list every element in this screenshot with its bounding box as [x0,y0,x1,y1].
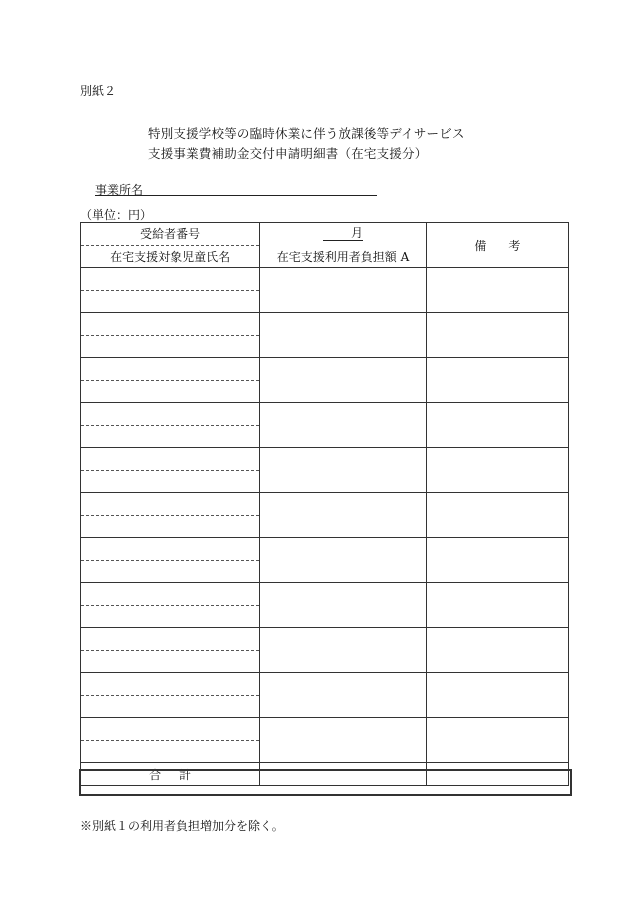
remarks-field[interactable] [426,538,568,583]
table-row [81,448,569,493]
remarks-field[interactable] [426,628,568,673]
recipient-number-field[interactable] [81,403,259,426]
table-row [81,358,569,403]
office-name-field[interactable] [95,195,377,196]
child-name-field[interactable] [81,561,259,583]
table-row [81,403,569,448]
recipient-cell [81,268,260,313]
amount-field[interactable] [260,673,426,718]
total-label-cell [81,763,260,786]
recipient-cell [81,538,260,583]
amount-field[interactable] [260,628,426,673]
recipient-number-field[interactable] [81,628,259,651]
amount-field[interactable] [260,268,426,313]
unit-label: （単位：円） [80,208,153,222]
attachment-label: 別紙２ [80,84,117,98]
footnote: ※別紙１の利用者負担増加分を除く。 [80,819,284,833]
header-user-burden: 在宅支援利用者負担額 A [276,249,410,264]
document-title-line1: 特別支援学校等の臨時休業に伴う放課後等デイサービス [148,126,465,141]
header-amount-cell [260,223,426,268]
child-name-field[interactable] [81,696,259,718]
header-remarks-cell [426,223,568,268]
remarks-field[interactable] [426,493,568,538]
recipient-cell [81,493,260,538]
recipient-number-field[interactable] [81,448,259,471]
table-row [81,673,569,718]
table-row [81,493,569,538]
recipient-cell [81,313,260,358]
table-row [81,268,569,313]
total-amount-cell[interactable] [260,763,426,786]
child-name-field[interactable] [81,741,259,763]
recipient-number-field[interactable] [81,358,259,381]
detail-table [80,222,569,786]
amount-field[interactable] [260,583,426,628]
remarks-field[interactable] [426,268,568,313]
recipient-number-field[interactable] [81,718,259,741]
recipient-cell [81,673,260,718]
table-row [81,313,569,358]
table-row [81,538,569,583]
child-name-field[interactable] [81,651,259,673]
header-month: 月 [323,227,363,241]
header-child-name: 在宅支援対象児童氏名 [110,249,231,264]
remarks-field[interactable] [426,448,568,493]
header-recipient-cell [81,223,260,268]
table-row [81,583,569,628]
amount-field[interactable] [260,403,426,448]
amount-field[interactable] [260,448,426,493]
remarks-field[interactable] [426,313,568,358]
header-recipient-number: 受給者番号 [81,223,259,246]
recipient-number-field[interactable] [81,268,259,291]
amount-field[interactable] [260,493,426,538]
recipient-number-field[interactable] [81,493,259,516]
total-row [81,763,569,786]
remarks-field[interactable] [426,718,568,763]
total-remarks-cell[interactable] [426,763,568,786]
child-name-field[interactable] [81,291,259,313]
remarks-field[interactable] [426,583,568,628]
recipient-cell [81,448,260,493]
office-name-label: 事業所名 [95,183,144,197]
child-name-field[interactable] [81,336,259,358]
table-header-row [81,223,569,268]
recipient-cell [81,583,260,628]
remarks-field[interactable] [426,673,568,718]
child-name-field[interactable] [81,381,259,403]
recipient-number-field[interactable] [81,313,259,336]
recipient-number-field[interactable] [81,583,259,606]
total-label: 合計 [149,767,210,782]
amount-field[interactable] [260,718,426,763]
remarks-field[interactable] [426,358,568,403]
recipient-number-field[interactable] [81,673,259,696]
child-name-field[interactable] [81,606,259,628]
recipient-cell [81,358,260,403]
amount-field[interactable] [260,538,426,583]
child-name-field[interactable] [81,516,259,538]
amount-field[interactable] [260,358,426,403]
recipient-cell [81,628,260,673]
child-name-field[interactable] [81,426,259,448]
amount-field[interactable] [260,313,426,358]
document-title-line2: 支援事業費補助金交付申請明細書（在宅支援分） [148,146,428,161]
table-row [81,718,569,763]
recipient-number-field[interactable] [81,538,259,561]
child-name-field[interactable] [81,471,259,493]
table-row [81,628,569,673]
recipient-cell [81,718,260,763]
remarks-field[interactable] [426,403,568,448]
header-remarks: 備考 [474,238,543,253]
recipient-cell [81,403,260,448]
